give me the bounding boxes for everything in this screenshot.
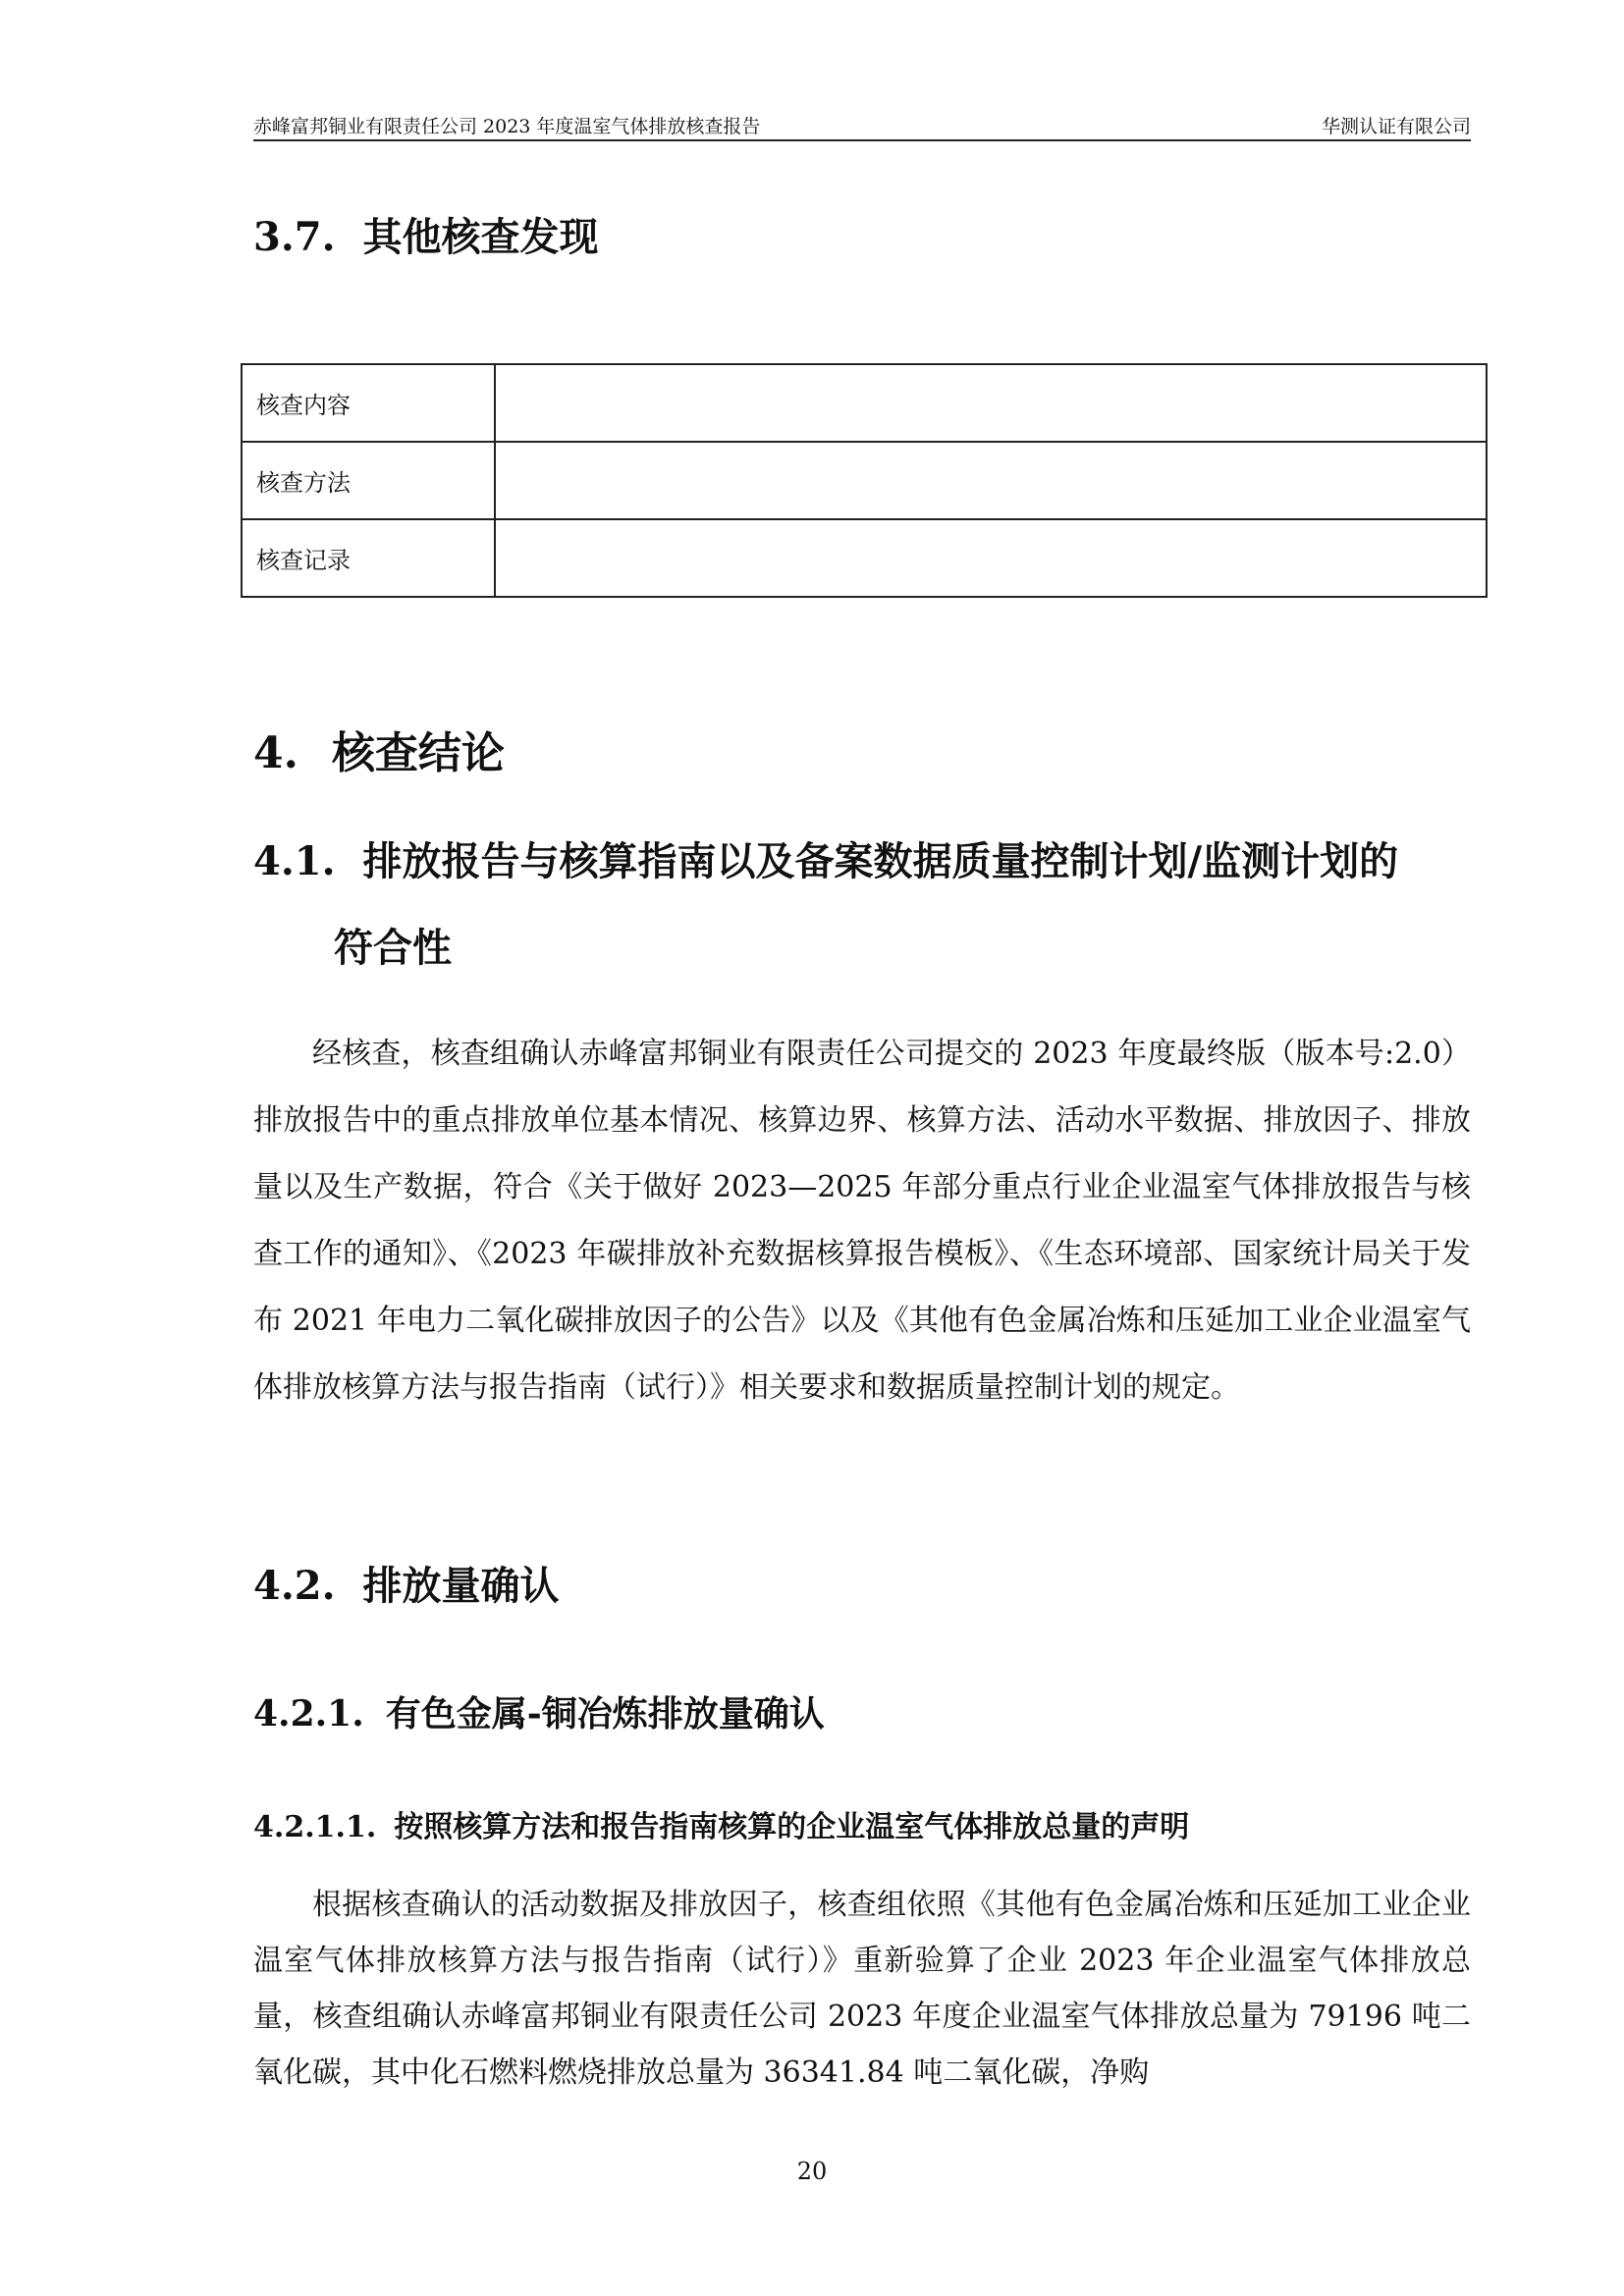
section-4-1-paragraph: 经核查，核查组确认赤峰富邦铜业有限责任公司提交的 2023 年度最终版（版本号:2.0）排放报告中的重点排放单位基本情况、核算边界、核算方法、活动水平数据、排放因子、排放量以及生产数据，符合《关于做好 2023—2025 年部分重点行业企业温室气体排放报告与核查工作的通知》、《2023 年碳排放补充数据核算报告模板》、《生态环境部、国家统计局关于发布 2021 年电力二氧化碳排放因子的公告》以及《其他有色金属冶炼和压延加工业企业温室气体排放核算方法与报告指南（试行）》相关要求和数据质量控制计划的规定。 [253, 1037, 1471, 1405]
row-value [495, 364, 1487, 442]
section-4-2-heading [253, 1561, 560, 1612]
section-title: 按照核算方法和报告指南核算的企业温室气体排放总量的声明 [394, 1810, 1190, 1844]
section-4-2-1-1-paragraph: 根据核查确认的活动数据及排放因子，核查组依照《其他有色金属冶炼和压延加工业企业温室气体排放核算方法与报告指南（试行）》重新验算了企业 2023 年企业温室气体排放总量，核查组确认赤峰富邦铜业有限责任公司 2023 年度企业温室气体排放总量为 79196 吨二氧化碳，其中化石燃料燃烧排放总量为 36341.84 吨二氧化碳，净购 [253, 1888, 1471, 2090]
header-report-title: 赤峰富邦铜业有限责任公司 2023 年度温室气体排放核查报告 [253, 116, 761, 137]
section-4-2-1-1-heading [253, 1808, 1189, 1847]
table-row [242, 442, 1487, 519]
page-number: 20 [796, 2158, 828, 2185]
section-number: 4.2.1.1. [253, 1810, 377, 1844]
section-number: 4.1. [253, 838, 336, 884]
section-title: 核查结论 [331, 728, 505, 778]
section-4-2-1-heading [253, 1690, 825, 1737]
section-4-1-heading-cont: 符合性 [334, 925, 452, 971]
section-number: 3.7. [253, 214, 336, 260]
table-row [242, 519, 1487, 597]
section-4-heading [253, 726, 505, 781]
header-company: 华测认证有限公司 [1321, 116, 1471, 137]
section-number: 4. [253, 728, 298, 778]
check-table [241, 363, 1488, 598]
row-label: 核查方法 [242, 442, 495, 519]
row-label: 核查内容 [242, 364, 495, 442]
section-title: 其他核查发现 [362, 214, 599, 260]
section-title: 有色金属-铜冶炼排放量确认 [385, 1693, 825, 1735]
table-row [242, 364, 1487, 442]
section-number: 4.2.1. [253, 1693, 364, 1735]
page-header [253, 110, 1471, 141]
row-value [495, 442, 1487, 519]
section-3-7-heading [253, 212, 599, 263]
row-value [495, 519, 1487, 597]
section-number: 4.2. [253, 1563, 336, 1609]
section-title: 排放报告与核算指南以及备案数据质量控制计划/监测计划的 [362, 838, 1399, 884]
section-title: 排放量确认 [362, 1563, 560, 1609]
section-4-1-heading [253, 836, 1398, 887]
row-label: 核查记录 [242, 519, 495, 597]
